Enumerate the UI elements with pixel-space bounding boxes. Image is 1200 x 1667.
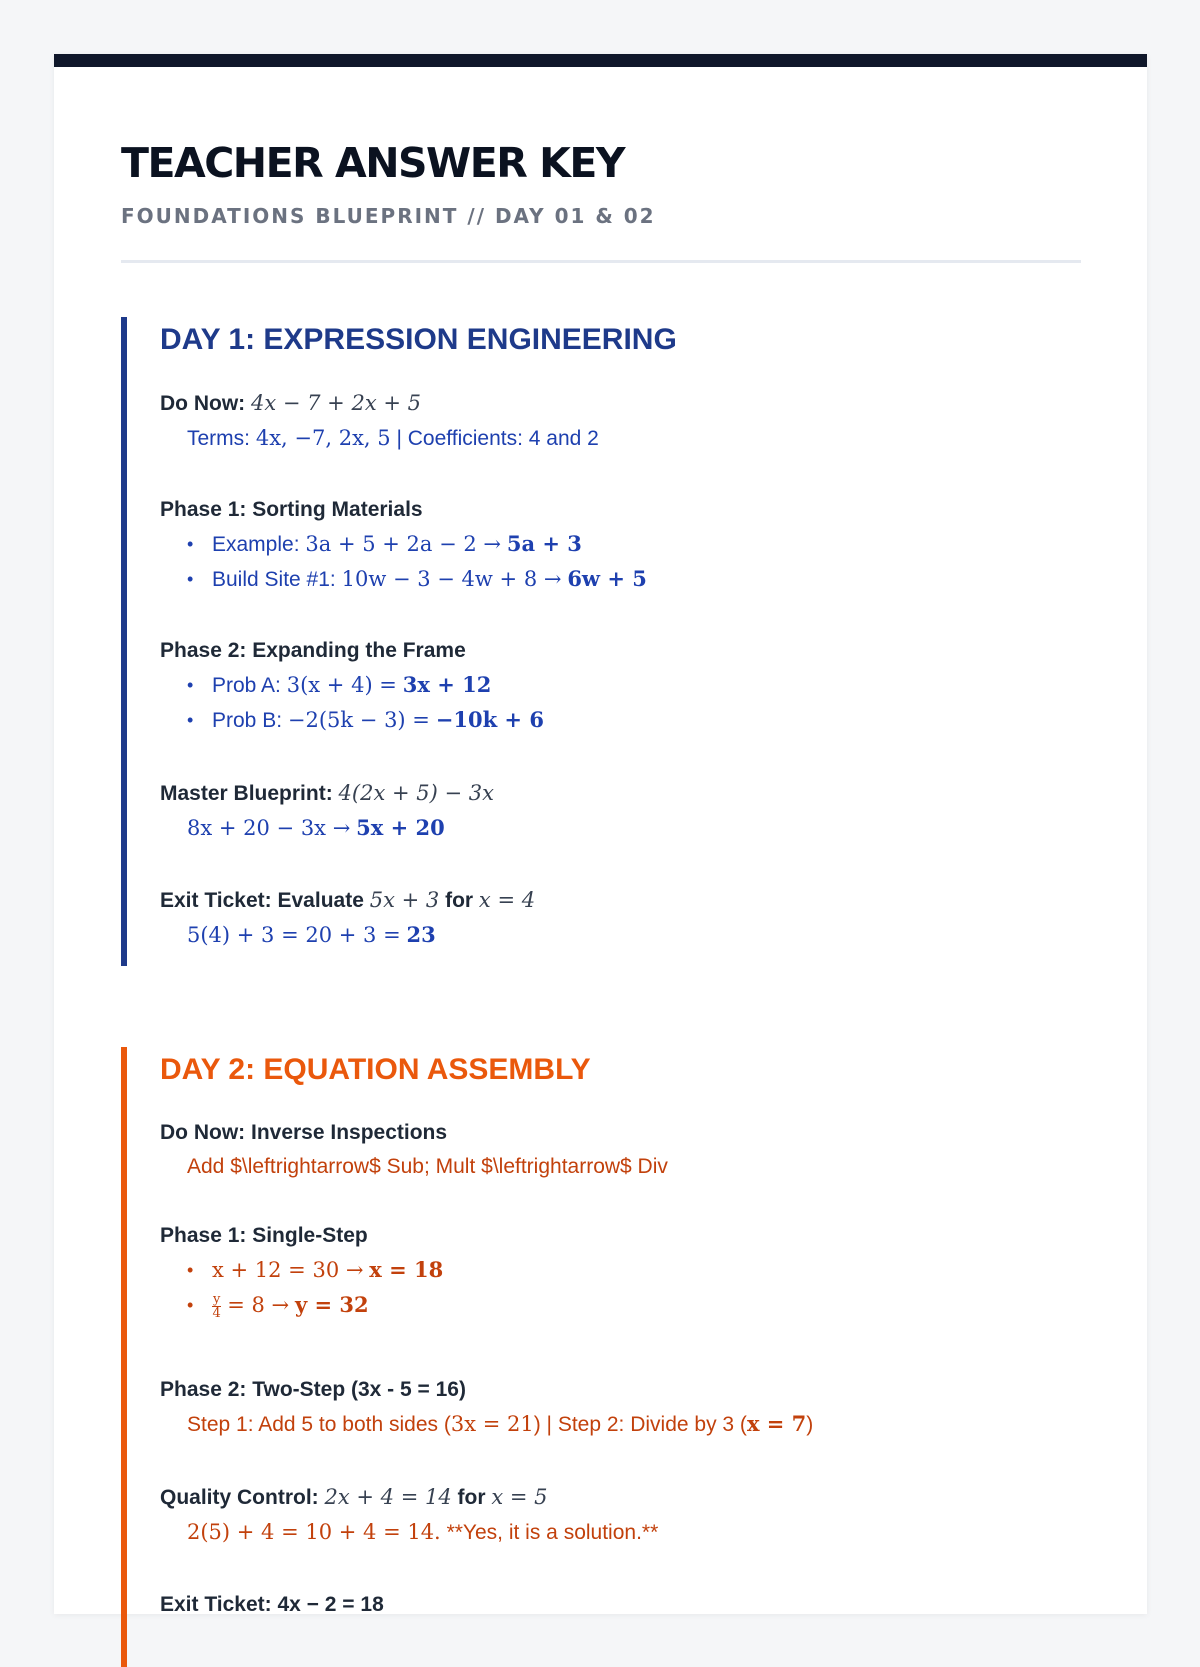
item-expr: −2(5k − 3) = <box>287 708 430 732</box>
exit-label: Exit Ticket: 4x − 2 = 18 <box>160 1593 384 1616</box>
item-result: y = 32 <box>294 1292 369 1317</box>
list-item <box>160 562 647 597</box>
item-prefix: Prob A: <box>212 674 281 697</box>
item-result: 5a + 3 <box>506 531 582 556</box>
do-now-answer-prefix: Terms: <box>187 427 250 450</box>
do-now-expr: 4x − 7 + 2x + 5 <box>251 391 421 415</box>
do-now-answer-terms: 4x, −7, 2x, 5 <box>255 426 391 450</box>
exit-answer-expr: 5(4) + 3 = 20 + 3 = <box>187 923 401 947</box>
page-title: TEACHER ANSWER KEY <box>121 139 625 187</box>
phase1-label: Phase 1: Sorting Materials <box>160 498 423 521</box>
list-item <box>160 703 544 738</box>
exit-label: Exit Ticket: Evaluate <box>160 889 364 912</box>
list-item <box>160 668 544 703</box>
fraction-numerator: • y <box>213 1291 221 1307</box>
do-now-label: Do Now: <box>160 392 246 415</box>
day1-master-blueprint <box>160 776 494 846</box>
item-expr: = 8 → <box>227 1293 290 1317</box>
item-expr: 10w − 3 − 4w + 8 → <box>341 567 562 591</box>
item-result: x = 18 <box>369 1257 444 1282</box>
quality-answer-expr: 2(5) + 4 = 10 + 4 = 14. <box>187 1520 441 1544</box>
master-answer-result: 5x + 20 <box>356 815 445 840</box>
exit-expr: 5x + 3 <box>369 888 440 912</box>
item-expr: x + 12 = 30 → <box>212 1258 364 1282</box>
answer-key-sheet <box>54 54 1147 1614</box>
day2-do-now <box>160 1116 668 1184</box>
list-item <box>160 1288 443 1323</box>
quality-for: for <box>457 1486 486 1509</box>
exit-cond: x = 4 <box>478 888 536 912</box>
item-expr: 3(x + 4) = <box>286 673 397 697</box>
item-expr: 3a + 5 + 2a − 2 → <box>305 532 501 556</box>
day2-exit-ticket <box>160 1588 384 1622</box>
item-prefix: Build Site #1: <box>212 568 336 591</box>
item-prefix: Example: <box>212 533 300 556</box>
do-now-answer-suffix: | Coefficients: 4 and 2 <box>396 427 599 450</box>
quality-label: Quality Control: <box>160 1486 319 1509</box>
day1-exit-ticket <box>160 883 535 953</box>
day2-phase1 <box>160 1219 443 1323</box>
item-result: −10k + 6 <box>435 707 544 732</box>
day2-title: DAY 2: EQUATION ASSEMBLY <box>160 1053 591 1086</box>
day1-phase2 <box>160 634 544 738</box>
step2-close: ) <box>806 1413 814 1436</box>
master-label: Master Blueprint: <box>160 782 333 805</box>
quality-cond: x = 5 <box>491 1485 548 1509</box>
exit-answer-result: 23 <box>406 922 436 947</box>
day2-phase2 <box>160 1373 813 1442</box>
list-item <box>160 527 647 562</box>
phase2-label: Phase 2: Expanding the Frame <box>160 639 466 662</box>
quality-expr: 2x + 4 = 14 <box>324 1485 452 1509</box>
step2-text: ) | Step 2: Divide by 3 ( <box>533 1413 747 1436</box>
day2-quality-control <box>160 1480 658 1550</box>
do-now-label: Do Now: Inverse Inspections <box>160 1121 448 1144</box>
step1-text: Step 1: Add 5 to both sides ( <box>187 1413 451 1436</box>
exit-for: for <box>445 889 474 912</box>
header-divider <box>121 260 1081 263</box>
fraction-denominator: 4 <box>212 1305 221 1321</box>
item-result: 3x + 12 <box>402 672 492 697</box>
quality-answer-text: **Yes, it is a solution.** <box>446 1521 659 1544</box>
master-expr: 4(2x + 5) − 3x <box>338 781 494 805</box>
item-prefix: Prob B: <box>212 709 283 732</box>
day1-title: DAY 1: EXPRESSION ENGINEERING <box>160 323 677 356</box>
day1-do-now <box>160 386 599 456</box>
top-accent-bar <box>54 54 1147 67</box>
item-result: 6w + 5 <box>567 566 647 591</box>
phase1-label: Phase 1: Single-Step <box>160 1224 368 1247</box>
day2-section <box>121 1047 1081 1667</box>
list-item <box>160 1253 443 1288</box>
day1-phase1 <box>160 493 647 597</box>
page-subtitle: FOUNDATIONS BLUEPRINT // DAY 01 & 02 <box>121 204 656 228</box>
do-now-answer: Add $\leftrightarrow$ Sub; Mult $\leftrightarrow$ Div <box>187 1155 668 1178</box>
step2-result: x = 7 <box>746 1411 807 1436</box>
master-answer-expr: 8x + 20 − 3x → <box>187 816 351 840</box>
step1-expr: 3x = 21 <box>450 1412 534 1436</box>
day1-section <box>121 317 1081 966</box>
phase2-label: Phase 2: Two-Step (3x - 5 = 16) <box>160 1378 466 1401</box>
